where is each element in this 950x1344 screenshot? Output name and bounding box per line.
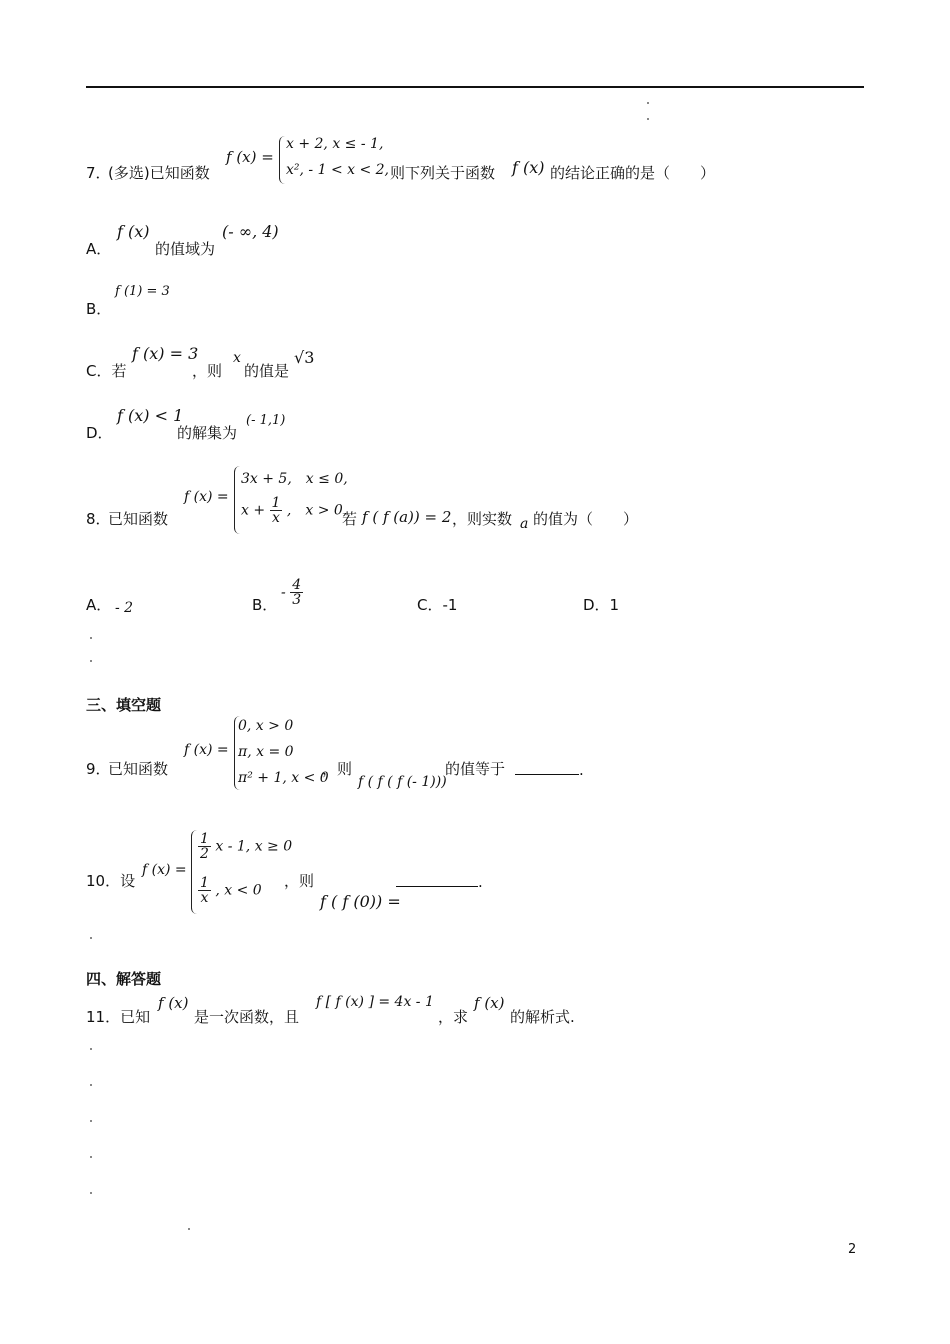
q8-option-b-math (281, 578, 303, 607)
q10-case1-den: 2 (200, 846, 209, 862)
q10-number: 10．设 (86, 872, 136, 890)
stray-dot (647, 102, 649, 104)
q7-prefix: (多选)已知函数 (108, 164, 210, 182)
q7-case1: x + 2, x ≤ - 1, (286, 136, 384, 152)
q9-text1: ，则 (322, 760, 353, 778)
q10-fx: f (x) = (142, 862, 187, 878)
q10-case1-num: 1 (200, 831, 209, 847)
q7-suffix2: 的结论正确的是（ ） (550, 164, 716, 182)
stray-dot (90, 1156, 92, 1158)
q8-text3: 的值为（ ） (533, 510, 639, 528)
q10-case2-num: 1 (200, 875, 209, 891)
q10-case1-post: x - 1, x ≥ 0 (215, 838, 293, 855)
section-3-heading: 三、填空题 (86, 696, 162, 714)
q8-case2-post: , x > 0, (286, 502, 348, 519)
q10-case2-den: x (200, 890, 209, 906)
q10-expr: f ( f (0)) = (320, 892, 401, 911)
q8-option-c: C．-1 (417, 596, 458, 614)
page-number: 2 (848, 1242, 857, 1257)
q7-fx: f (x) = (226, 148, 274, 166)
stray-dot (188, 1228, 190, 1230)
q10-end: . (478, 873, 483, 891)
q7-option-d-math2: (- 1,1) (246, 413, 286, 428)
q7-option-a-label: A． (86, 240, 112, 258)
q7-option-d-label: D． (86, 424, 113, 442)
q9-case3: π² + 1, x < 0 (238, 770, 329, 786)
q7-option-a-math1: f (x) (117, 222, 150, 241)
section-4-heading: 四、解答题 (86, 970, 162, 988)
q8-option-b-fraction (290, 578, 303, 607)
q8-option-a-val: - 2 (115, 600, 134, 616)
q7-option-b-label: B． (86, 300, 112, 318)
q11-fx: f (x) (158, 994, 189, 1012)
q8-option-d: D．1 (583, 596, 620, 614)
q8-number: 8． (86, 510, 111, 528)
q7-option-b-math: f (1) = 3 (115, 284, 170, 299)
q8-cond: f ( f (a)) = 2 (362, 508, 452, 526)
q8-option-b-den: 3 (292, 592, 302, 608)
q8-text1: 若 (342, 510, 358, 528)
q7-option-d-math1: f (x) < 1 (117, 406, 184, 425)
q8-var: a (520, 516, 529, 532)
q9-expr: f ( f ( f (- 1))) (358, 774, 447, 790)
stray-dot (647, 118, 649, 120)
q9-prefix: 已知函数 (108, 760, 169, 778)
q9-fx: f (x) = (184, 742, 229, 758)
q7-option-c-label: C．若 (86, 362, 127, 380)
q9-case2: π, x = 0 (238, 744, 294, 760)
q7-option-a-text: 的值域为 (155, 240, 216, 258)
q7-option-d-text: 的解集为 (177, 424, 238, 442)
q7-option-c-math3: √3 (294, 348, 315, 367)
q7-option-a-math2: (- ∞, 4) (222, 222, 279, 241)
q8-case2 (241, 496, 347, 525)
stray-dot (90, 1084, 92, 1086)
q10-case1-fraction (198, 832, 211, 861)
q8-option-b-sign: - (281, 584, 286, 601)
q9-number: 9． (86, 760, 111, 778)
q10-answer-blank[interactable] (396, 870, 483, 891)
header-rule (86, 86, 864, 88)
q8-case2-fraction (270, 496, 283, 525)
q11-text3: 的解析式. (510, 1008, 575, 1026)
q11-cond: f [ f (x) ] = 4x - 1 (316, 994, 434, 1010)
q8-case1: 3x + 5, x ≤ 0, (241, 471, 348, 487)
q7-suffix: 则下列关于函数 (390, 164, 496, 182)
stray-dot (90, 1192, 92, 1194)
q7-option-c-text1: ，则 (192, 362, 223, 380)
q7-fx2: f (x) (512, 158, 545, 177)
q7-option-c-math2: x (233, 350, 241, 366)
q10-case2 (198, 876, 262, 905)
q8-brace (234, 466, 240, 534)
q9-end: . (579, 761, 584, 779)
q8-option-b-label: B． (252, 596, 278, 614)
q7-option-c-math1: f (x) = 3 (132, 344, 199, 363)
stray-dot (90, 637, 92, 639)
q8-case2-num: 1 (271, 495, 281, 511)
stray-dot (90, 1048, 92, 1050)
stray-dot (90, 937, 92, 939)
q9-text2: 的值等于 (445, 760, 506, 778)
q10-case2-fraction (198, 876, 211, 905)
q10-case2-post: , x < 0 (215, 882, 262, 899)
q8-text2: ，则实数 (452, 510, 513, 528)
q11-text2: ，求 (438, 1008, 469, 1026)
q8-case2-pre: x + (241, 502, 266, 519)
stray-dot (90, 1120, 92, 1122)
q8-case2-den: x (272, 510, 280, 526)
q8-option-b-num: 4 (292, 577, 302, 593)
q11-fx2: f (x) (474, 994, 505, 1012)
q8-option-a-label: A． (86, 596, 112, 614)
q8-prefix: 已知函数 (108, 510, 169, 528)
q7-option-c-text2: 的值是 (244, 362, 290, 380)
q10-text1: ，则 (284, 872, 315, 890)
q7-brace (279, 136, 285, 184)
q11-number: 11．已知 (86, 1008, 151, 1026)
q10-brace (191, 830, 197, 914)
q9-answer-blank[interactable] (515, 758, 584, 779)
q9-case1: 0, x > 0 (238, 718, 294, 734)
stray-dot (90, 660, 92, 662)
q7-case2: x², - 1 < x < 2, (286, 162, 390, 178)
q10-case1 (198, 832, 292, 861)
q7-number: 7． (86, 164, 111, 182)
q11-text1: 是一次函数，且 (194, 1008, 300, 1026)
q8-fx: f (x) = (184, 489, 229, 505)
